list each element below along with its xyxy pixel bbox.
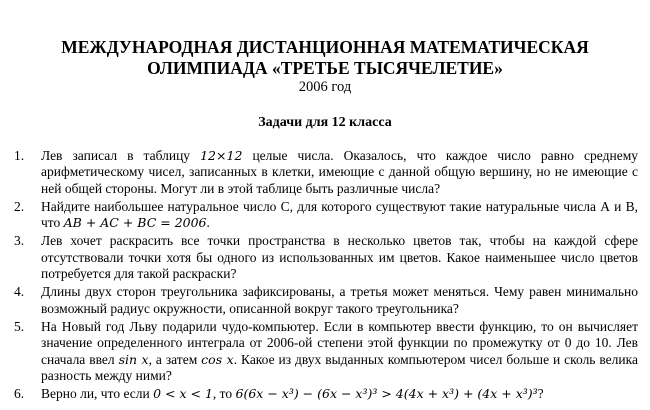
- problem-text: Лев хочет раскрасить все точки пространства в несколько цветов так, чтобы на каждой сфере отсутствовали точки хотя бы одного из использованных им цветов. Какое наименьшее число цветов потребуется для такой раскраски?: [41, 233, 638, 282]
- problem-number: 1.: [14, 148, 25, 163]
- problem-number: 5.: [14, 318, 25, 334]
- problem-formula: 6(6x − x³) − (6x − x³)³ > 4(4x + x³) + (4x + x³)³: [235, 386, 538, 402]
- document-title-line-1: МЕЖДУНАРОДНАЯ ДИСТАНЦИОННАЯ МАТЕМАТИЧЕСКАЯ: [61, 37, 589, 57]
- problem-number: 3.: [14, 233, 25, 249]
- document-title-line-2: ОЛИМПИАДА «ТРЕТЬЕ ТЫСЯЧЕЛЕТИЕ»: [147, 58, 503, 78]
- problem-item: [14, 319, 638, 384]
- problem-text: [41, 319, 638, 384]
- problem-text: [41, 148, 638, 197]
- problem-text-part: На Новый год Льву подарили чудо-компьютер. Если в компьютер ввести функцию, то он вычисляет значение определенного интеграла от 2006-ой степени этой функции по промежутку от 0 до 10. Лев сначала ввел: [41, 318, 638, 367]
- problem-text-part: , то: [212, 386, 236, 402]
- problem-formula: AB + AC + BC = 2006: [63, 215, 207, 231]
- section-heading: Задачи для 12 класса: [258, 115, 392, 130]
- problem-item: [14, 148, 638, 197]
- problem-text: [41, 199, 638, 232]
- problem-formula: sin x: [118, 351, 149, 367]
- problem-text-part: ?: [537, 386, 544, 402]
- problem-item: [14, 386, 638, 402]
- document-year: 2006 год: [298, 79, 352, 95]
- problem-number: 6.: [14, 386, 25, 402]
- problem-text-part: .: [206, 215, 210, 231]
- problem-text-part: Верно ли, что если: [41, 386, 154, 402]
- problem-formula: 12×12: [200, 148, 243, 163]
- problem-formula: cos x: [201, 351, 234, 367]
- problem-item: [14, 284, 638, 317]
- problem-text-part: целые числа. Оказалось, что каждое число равно среднему арифметическому чисел, записанных в клетки, имеющие с данной общую вершину, но не имеющие с ней общей стороны. Могут ли в этой таблице быть различные числа?: [41, 148, 638, 196]
- problem-item: [14, 233, 638, 282]
- problem-number: 2.: [14, 198, 25, 214]
- problem-item: [14, 199, 638, 232]
- problem-text: Длины двух сторон треугольника зафиксированы, а третья может меняться. Чему равен минимально возможный радиус окружности, описанной вокруг такого треугольника?: [41, 284, 638, 316]
- problem-text-part: Лев записал в таблицу: [41, 148, 201, 163]
- problem-text-part: . Какое из двух выданных компьютером чисел больше и сколь велика разность между ними?: [41, 351, 638, 383]
- problem-text-part: Найдите наибольшее натуральное число С, для которого существуют такие натуральные числа А и В, что: [41, 198, 638, 231]
- problem-text: [41, 386, 638, 402]
- problem-number: 4.: [14, 284, 25, 300]
- problem-text-part: , а затем: [148, 351, 202, 367]
- problem-list: [14, 148, 638, 404]
- problem-formula: 0 < x < 1: [153, 386, 213, 402]
